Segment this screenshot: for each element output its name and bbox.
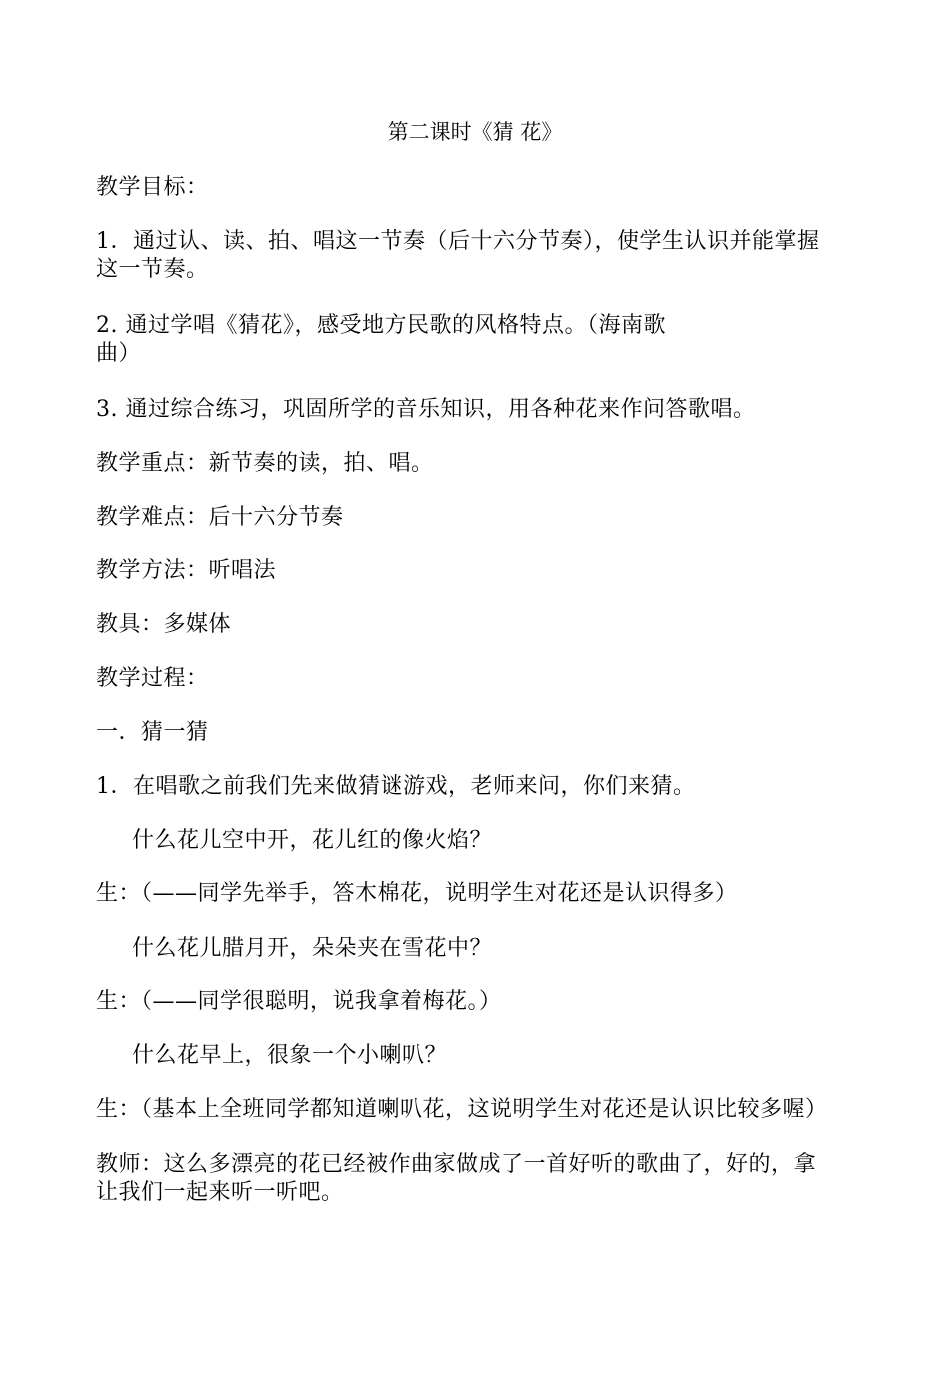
student-answer-1: 生：（——同学先举手，答木棉花，说明学生对花还是认识得多） bbox=[96, 881, 738, 906]
section-1-heading: 一．猜一猜 bbox=[96, 720, 209, 745]
teaching-key-point: 教学重点：新节奏的读，拍、唱。 bbox=[96, 451, 434, 476]
teaching-difficulty: 教学难点：后十六分节奏 bbox=[96, 505, 344, 530]
objective-1-line-1: 1．通过认、读、拍、唱这一节奏（后十六分节奏），使学生认识并能掌握 bbox=[96, 229, 820, 254]
riddle-1: 什么花儿空中开，花儿红的像火焰？ bbox=[132, 828, 493, 853]
teaching-method: 教学方法：听唱法 bbox=[96, 558, 277, 583]
riddle-2: 什么花儿腊月开，朵朵夹在雪花中？ bbox=[132, 936, 493, 961]
teacher-remark-line-2: 让我们一起来听一听吧。 bbox=[96, 1180, 344, 1205]
objective-2-line-1: 2. 通过学唱《猜花》，感受地方民歌的风格特点。（海南歌 bbox=[96, 313, 666, 338]
step-1-intro: 1．在唱歌之前我们先来做猜谜游戏，老师来问，你们来猜。 bbox=[96, 774, 696, 799]
objective-2-line-2: 曲） bbox=[96, 341, 142, 366]
heading-process: 教学过程： bbox=[96, 666, 209, 691]
objective-3: 3. 通过综合练习，巩固所学的音乐知识，用各种花来作问答歌唱。 bbox=[96, 397, 756, 422]
objective-1-line-2: 这一节奏。 bbox=[96, 257, 209, 282]
heading-objectives: 教学目标： bbox=[96, 175, 209, 200]
student-answer-2: 生：（——同学很聪明，说我拿着梅花。） bbox=[96, 989, 502, 1014]
student-answer-3: 生：（基本上全班同学都知道喇叭花，这说明学生对花还是认识比较多喔） bbox=[96, 1097, 828, 1122]
riddle-3: 什么花早上，很象一个小喇叭？ bbox=[132, 1043, 448, 1068]
document-title: 第二课时《猜 花》 bbox=[387, 120, 563, 144]
teacher-remark-line-1: 教师：这么多漂亮的花已经被作曲家做成了一首好听的歌曲了，好的，拿 bbox=[96, 1152, 817, 1177]
teaching-aids: 教具：多媒体 bbox=[96, 612, 232, 637]
